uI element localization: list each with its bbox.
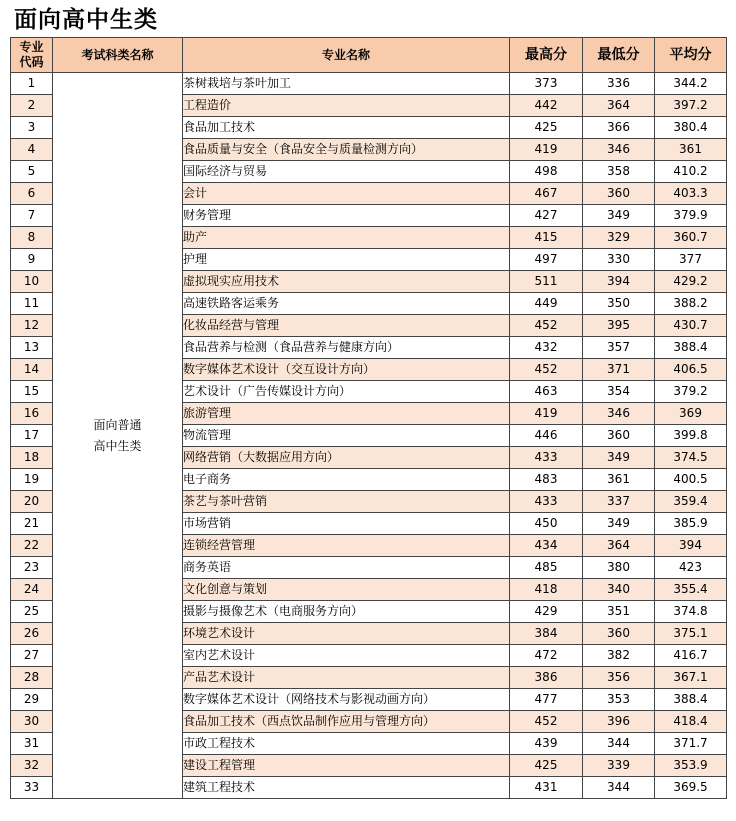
cell-major: 食品加工技术（西点饮品制作应用与管理方向） bbox=[183, 711, 510, 733]
cell-code: 14 bbox=[11, 359, 53, 381]
cell-min-score: 336 bbox=[583, 73, 655, 95]
cell-min-score: 364 bbox=[583, 95, 655, 117]
cell-avg-score: 388.4 bbox=[655, 337, 727, 359]
cell-max-score: 498 bbox=[510, 161, 583, 183]
cell-max-score: 477 bbox=[510, 689, 583, 711]
cell-avg-score: 344.2 bbox=[655, 73, 727, 95]
cell-max-score: 467 bbox=[510, 183, 583, 205]
cell-avg-score: 406.5 bbox=[655, 359, 727, 381]
cell-avg-score: 388.4 bbox=[655, 689, 727, 711]
cell-max-score: 452 bbox=[510, 359, 583, 381]
cell-code: 30 bbox=[11, 711, 53, 733]
cell-code: 32 bbox=[11, 755, 53, 777]
cell-code: 7 bbox=[11, 205, 53, 227]
cell-avg-score: 423 bbox=[655, 557, 727, 579]
cell-min-score: 358 bbox=[583, 161, 655, 183]
cell-avg-score: 388.2 bbox=[655, 293, 727, 315]
cell-avg-score: 377 bbox=[655, 249, 727, 271]
cell-avg-score: 416.7 bbox=[655, 645, 727, 667]
cell-major: 食品加工技术 bbox=[183, 117, 510, 139]
cell-max-score: 419 bbox=[510, 139, 583, 161]
cell-avg-score: 374.5 bbox=[655, 447, 727, 469]
cell-max-score: 432 bbox=[510, 337, 583, 359]
cell-avg-score: 430.7 bbox=[655, 315, 727, 337]
cell-code: 26 bbox=[11, 623, 53, 645]
cell-avg-score: 360.7 bbox=[655, 227, 727, 249]
header-code: 专业 代码 bbox=[11, 38, 53, 73]
cell-major: 助产 bbox=[183, 227, 510, 249]
cell-code: 13 bbox=[11, 337, 53, 359]
cell-max-score: 431 bbox=[510, 777, 583, 799]
cell-avg-score: 359.4 bbox=[655, 491, 727, 513]
header-min: 最低分 bbox=[583, 38, 655, 73]
cell-code: 12 bbox=[11, 315, 53, 337]
cell-major: 建筑工程技术 bbox=[183, 777, 510, 799]
cell-min-score: 395 bbox=[583, 315, 655, 337]
cell-major: 数字媒体艺术设计（交互设计方向） bbox=[183, 359, 510, 381]
cell-code: 1 bbox=[11, 73, 53, 95]
cell-code: 2 bbox=[11, 95, 53, 117]
cell-major: 连锁经营管理 bbox=[183, 535, 510, 557]
cell-code: 29 bbox=[11, 689, 53, 711]
cell-code: 3 bbox=[11, 117, 53, 139]
cell-max-score: 449 bbox=[510, 293, 583, 315]
cell-major: 旅游管理 bbox=[183, 403, 510, 425]
cell-category bbox=[53, 73, 183, 799]
cell-code: 4 bbox=[11, 139, 53, 161]
cell-max-score: 439 bbox=[510, 733, 583, 755]
cell-min-score: 364 bbox=[583, 535, 655, 557]
cell-major: 虚拟现实应用技术 bbox=[183, 271, 510, 293]
cell-min-score: 330 bbox=[583, 249, 655, 271]
cell-min-score: 366 bbox=[583, 117, 655, 139]
cell-avg-score: 380.4 bbox=[655, 117, 727, 139]
cell-major: 网络营销（大数据应用方向） bbox=[183, 447, 510, 469]
header-category: 考试科类名称 bbox=[53, 38, 183, 73]
cell-avg-score: 394 bbox=[655, 535, 727, 557]
cell-min-score: 346 bbox=[583, 139, 655, 161]
cell-min-score: 360 bbox=[583, 623, 655, 645]
cell-min-score: 329 bbox=[583, 227, 655, 249]
cell-code: 16 bbox=[11, 403, 53, 425]
cell-major: 建设工程管理 bbox=[183, 755, 510, 777]
cell-max-score: 452 bbox=[510, 315, 583, 337]
cell-avg-score: 400.5 bbox=[655, 469, 727, 491]
cell-avg-score: 361 bbox=[655, 139, 727, 161]
cell-code: 19 bbox=[11, 469, 53, 491]
cell-code: 33 bbox=[11, 777, 53, 799]
cell-code: 17 bbox=[11, 425, 53, 447]
cell-avg-score: 397.2 bbox=[655, 95, 727, 117]
cell-min-score: 344 bbox=[583, 777, 655, 799]
cell-major: 茶树栽培与茶叶加工 bbox=[183, 73, 510, 95]
cell-avg-score: 429.2 bbox=[655, 271, 727, 293]
cell-avg-score: 403.3 bbox=[655, 183, 727, 205]
cell-max-score: 450 bbox=[510, 513, 583, 535]
cell-max-score: 373 bbox=[510, 73, 583, 95]
admission-scores-table bbox=[10, 37, 727, 799]
table-row bbox=[11, 73, 727, 95]
cell-min-score: 382 bbox=[583, 645, 655, 667]
cell-major: 艺术设计（广告传媒设计方向） bbox=[183, 381, 510, 403]
cell-max-score: 386 bbox=[510, 667, 583, 689]
cell-max-score: 434 bbox=[510, 535, 583, 557]
cell-max-score: 483 bbox=[510, 469, 583, 491]
cell-max-score: 497 bbox=[510, 249, 583, 271]
cell-max-score: 384 bbox=[510, 623, 583, 645]
cell-major: 工程造价 bbox=[183, 95, 510, 117]
cell-major: 环境艺术设计 bbox=[183, 623, 510, 645]
cell-min-score: 353 bbox=[583, 689, 655, 711]
cell-min-score: 360 bbox=[583, 425, 655, 447]
cell-major: 会计 bbox=[183, 183, 510, 205]
cell-major: 国际经济与贸易 bbox=[183, 161, 510, 183]
cell-min-score: 339 bbox=[583, 755, 655, 777]
cell-max-score: 427 bbox=[510, 205, 583, 227]
cell-major: 文化创意与策划 bbox=[183, 579, 510, 601]
cell-min-score: 371 bbox=[583, 359, 655, 381]
cell-code: 21 bbox=[11, 513, 53, 535]
cell-major: 产品艺术设计 bbox=[183, 667, 510, 689]
cell-min-score: 340 bbox=[583, 579, 655, 601]
cell-avg-score: 369.5 bbox=[655, 777, 727, 799]
header-avg: 平均分 bbox=[655, 38, 727, 73]
cell-max-score: 442 bbox=[510, 95, 583, 117]
cell-major: 数字媒体艺术设计（网络技术与影视动画方向） bbox=[183, 689, 510, 711]
cell-major: 市政工程技术 bbox=[183, 733, 510, 755]
cell-code: 25 bbox=[11, 601, 53, 623]
cell-min-score: 349 bbox=[583, 513, 655, 535]
cell-avg-score: 399.8 bbox=[655, 425, 727, 447]
cell-code: 6 bbox=[11, 183, 53, 205]
header-max: 最高分 bbox=[510, 38, 583, 73]
table-header-row bbox=[11, 38, 727, 73]
cell-min-score: 360 bbox=[583, 183, 655, 205]
cell-avg-score: 410.2 bbox=[655, 161, 727, 183]
cell-code: 5 bbox=[11, 161, 53, 183]
cell-avg-score: 379.2 bbox=[655, 381, 727, 403]
cell-max-score: 433 bbox=[510, 491, 583, 513]
cell-major: 摄影与摄像艺术（电商服务方向） bbox=[183, 601, 510, 623]
cell-avg-score: 418.4 bbox=[655, 711, 727, 733]
cell-min-score: 350 bbox=[583, 293, 655, 315]
cell-max-score: 425 bbox=[510, 117, 583, 139]
cell-min-score: 361 bbox=[583, 469, 655, 491]
cell-max-score: 511 bbox=[510, 271, 583, 293]
cell-code: 11 bbox=[11, 293, 53, 315]
cell-min-score: 349 bbox=[583, 205, 655, 227]
cell-major: 室内艺术设计 bbox=[183, 645, 510, 667]
cell-max-score: 425 bbox=[510, 755, 583, 777]
cell-min-score: 346 bbox=[583, 403, 655, 425]
cell-code: 15 bbox=[11, 381, 53, 403]
cell-max-score: 418 bbox=[510, 579, 583, 601]
cell-avg-score: 369 bbox=[655, 403, 727, 425]
cell-min-score: 344 bbox=[583, 733, 655, 755]
cell-code: 24 bbox=[11, 579, 53, 601]
cell-max-score: 415 bbox=[510, 227, 583, 249]
cell-max-score: 472 bbox=[510, 645, 583, 667]
cell-major: 化妆品经营与管理 bbox=[183, 315, 510, 337]
cell-major: 茶艺与茶叶营销 bbox=[183, 491, 510, 513]
cell-max-score: 452 bbox=[510, 711, 583, 733]
cell-major: 商务英语 bbox=[183, 557, 510, 579]
cell-major: 食品营养与检测（食品营养与健康方向） bbox=[183, 337, 510, 359]
page-title: 面向高中生类 bbox=[14, 7, 158, 33]
cell-min-score: 380 bbox=[583, 557, 655, 579]
cell-code: 31 bbox=[11, 733, 53, 755]
cell-avg-score: 374.8 bbox=[655, 601, 727, 623]
cell-min-score: 356 bbox=[583, 667, 655, 689]
cell-avg-score: 371.7 bbox=[655, 733, 727, 755]
cell-min-score: 394 bbox=[583, 271, 655, 293]
cell-code: 22 bbox=[11, 535, 53, 557]
cell-avg-score: 355.4 bbox=[655, 579, 727, 601]
cell-code: 28 bbox=[11, 667, 53, 689]
cell-major: 护理 bbox=[183, 249, 510, 271]
cell-major: 物流管理 bbox=[183, 425, 510, 447]
cell-min-score: 337 bbox=[583, 491, 655, 513]
cell-max-score: 463 bbox=[510, 381, 583, 403]
cell-min-score: 396 bbox=[583, 711, 655, 733]
cell-major: 电子商务 bbox=[183, 469, 510, 491]
cell-major: 市场营销 bbox=[183, 513, 510, 535]
category-label-line: 高中生类 bbox=[93, 438, 142, 453]
cell-max-score: 429 bbox=[510, 601, 583, 623]
cell-max-score: 419 bbox=[510, 403, 583, 425]
cell-max-score: 446 bbox=[510, 425, 583, 447]
cell-min-score: 357 bbox=[583, 337, 655, 359]
cell-code: 8 bbox=[11, 227, 53, 249]
cell-code: 20 bbox=[11, 491, 53, 513]
cell-min-score: 349 bbox=[583, 447, 655, 469]
cell-code: 9 bbox=[11, 249, 53, 271]
cell-avg-score: 385.9 bbox=[655, 513, 727, 535]
cell-code: 23 bbox=[11, 557, 53, 579]
cell-major: 食品质量与安全（食品安全与质量检测方向） bbox=[183, 139, 510, 161]
header-major: 专业名称 bbox=[183, 38, 510, 73]
table-body bbox=[11, 73, 727, 799]
cell-major: 财务管理 bbox=[183, 205, 510, 227]
category-label-line: 面向普通 bbox=[93, 417, 142, 432]
cell-avg-score: 353.9 bbox=[655, 755, 727, 777]
cell-code: 27 bbox=[11, 645, 53, 667]
cell-avg-score: 379.9 bbox=[655, 205, 727, 227]
cell-min-score: 351 bbox=[583, 601, 655, 623]
cell-major: 高速铁路客运乘务 bbox=[183, 293, 510, 315]
cell-code: 18 bbox=[11, 447, 53, 469]
cell-min-score: 354 bbox=[583, 381, 655, 403]
cell-max-score: 433 bbox=[510, 447, 583, 469]
cell-avg-score: 375.1 bbox=[655, 623, 727, 645]
cell-avg-score: 367.1 bbox=[655, 667, 727, 689]
cell-code: 10 bbox=[11, 271, 53, 293]
cell-max-score: 485 bbox=[510, 557, 583, 579]
